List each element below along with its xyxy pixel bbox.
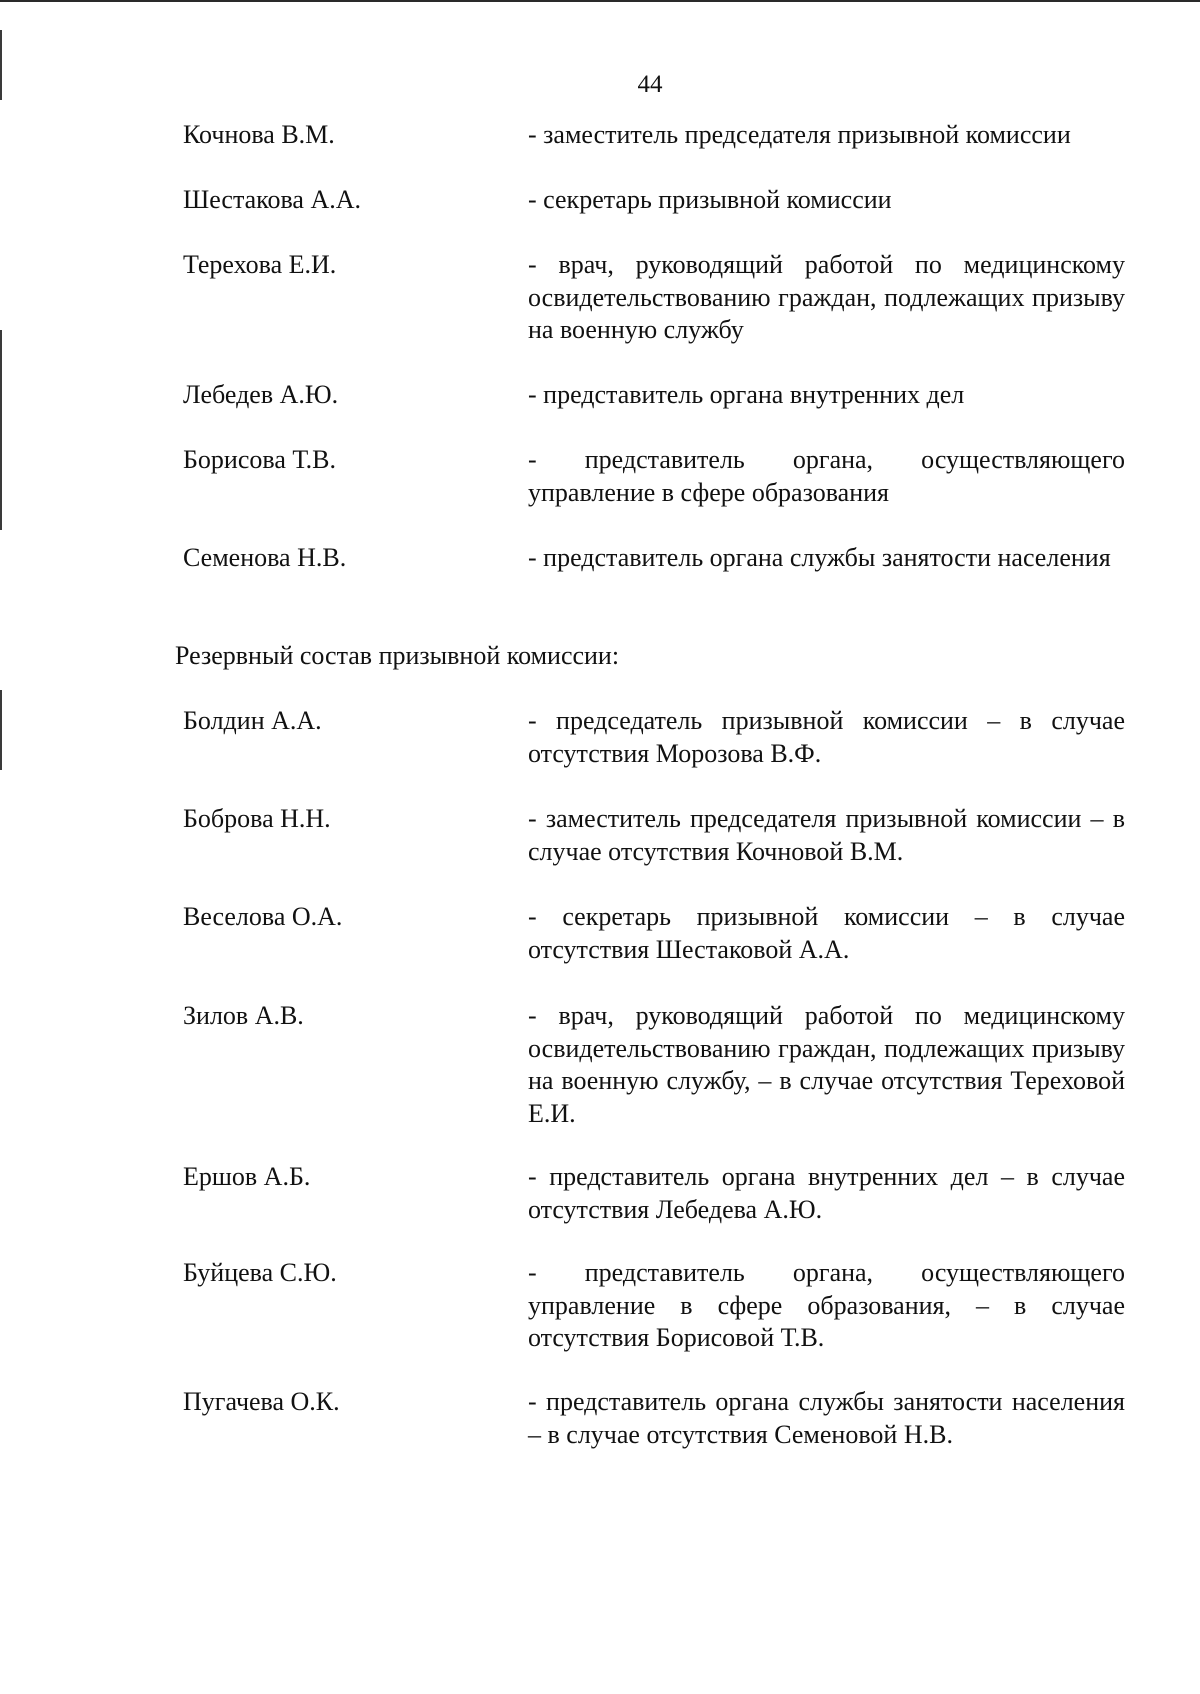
member-name: Шестакова А.А. xyxy=(183,185,362,214)
member-role: - представитель органа, осуществляющего управление в сфере образования, – в случае отсутствия Борисовой Т.В. xyxy=(528,1258,1125,1352)
member-role: - представитель органа, осуществляющего управление в сфере образования xyxy=(528,445,1125,507)
member-name: Пугачева О.К. xyxy=(183,1387,340,1416)
member-role: - врач, руководящий работой по медицинскому освидетельствованию граждан, подлежащих призыву на военную службу, – в случае отсутствия Тереховой Е.И. xyxy=(528,1001,1125,1128)
member-role: - секретарь призывной комиссии xyxy=(528,185,892,214)
member-name: Буйцева С.Ю. xyxy=(183,1258,337,1287)
member-name: Кочнова В.М. xyxy=(183,120,335,149)
member-role: - заместитель председателя призывной комиссии – в случае отсутствия Кочновой В.М. xyxy=(528,804,1125,866)
member-role: - председатель призывной комиссии – в случае отсутствия Морозова В.Ф. xyxy=(528,706,1125,768)
member-name: Веселова О.А. xyxy=(183,902,343,931)
member-role: - представитель органа внутренних дел xyxy=(528,380,965,409)
page-number: 44 xyxy=(637,71,663,98)
member-role: - представитель органа службы занятости населения xyxy=(528,543,1111,572)
member-role: - врач, руководящий работой по медицинскому освидетельствованию граждан, подлежащих призыву на военную службу xyxy=(528,250,1125,344)
member-role: - представитель органа внутренних дел – в случае отсутствия Лебедева А.Ю. xyxy=(528,1162,1125,1224)
member-name: Терехова Е.И. xyxy=(183,250,337,279)
member-name: Боброва Н.Н. xyxy=(183,804,331,833)
scan-edge-mark xyxy=(0,330,2,530)
member-role: - заместитель председателя призывной комиссии xyxy=(528,120,1071,149)
member-name: Ершов А.Б. xyxy=(183,1162,311,1191)
reserve-heading: Резервный состав призывной комиссии: xyxy=(175,641,620,670)
member-name: Лебедев А.Ю. xyxy=(183,380,339,409)
scan-edge-mark xyxy=(0,30,2,100)
member-name: Зилов А.В. xyxy=(183,1001,304,1030)
scan-edge-line xyxy=(0,0,1200,2)
member-name: Семенова Н.В. xyxy=(183,543,347,572)
member-name: Болдин А.А. xyxy=(183,706,322,735)
member-name: Борисова Т.В. xyxy=(183,445,336,474)
member-role: - секретарь призывной комиссии – в случае отсутствия Шестаковой А.А. xyxy=(528,902,1125,964)
member-role: - представитель органа службы занятости населения – в случае отсутствия Семеновой Н.В. xyxy=(528,1387,1125,1449)
scan-edge-mark xyxy=(0,690,2,770)
